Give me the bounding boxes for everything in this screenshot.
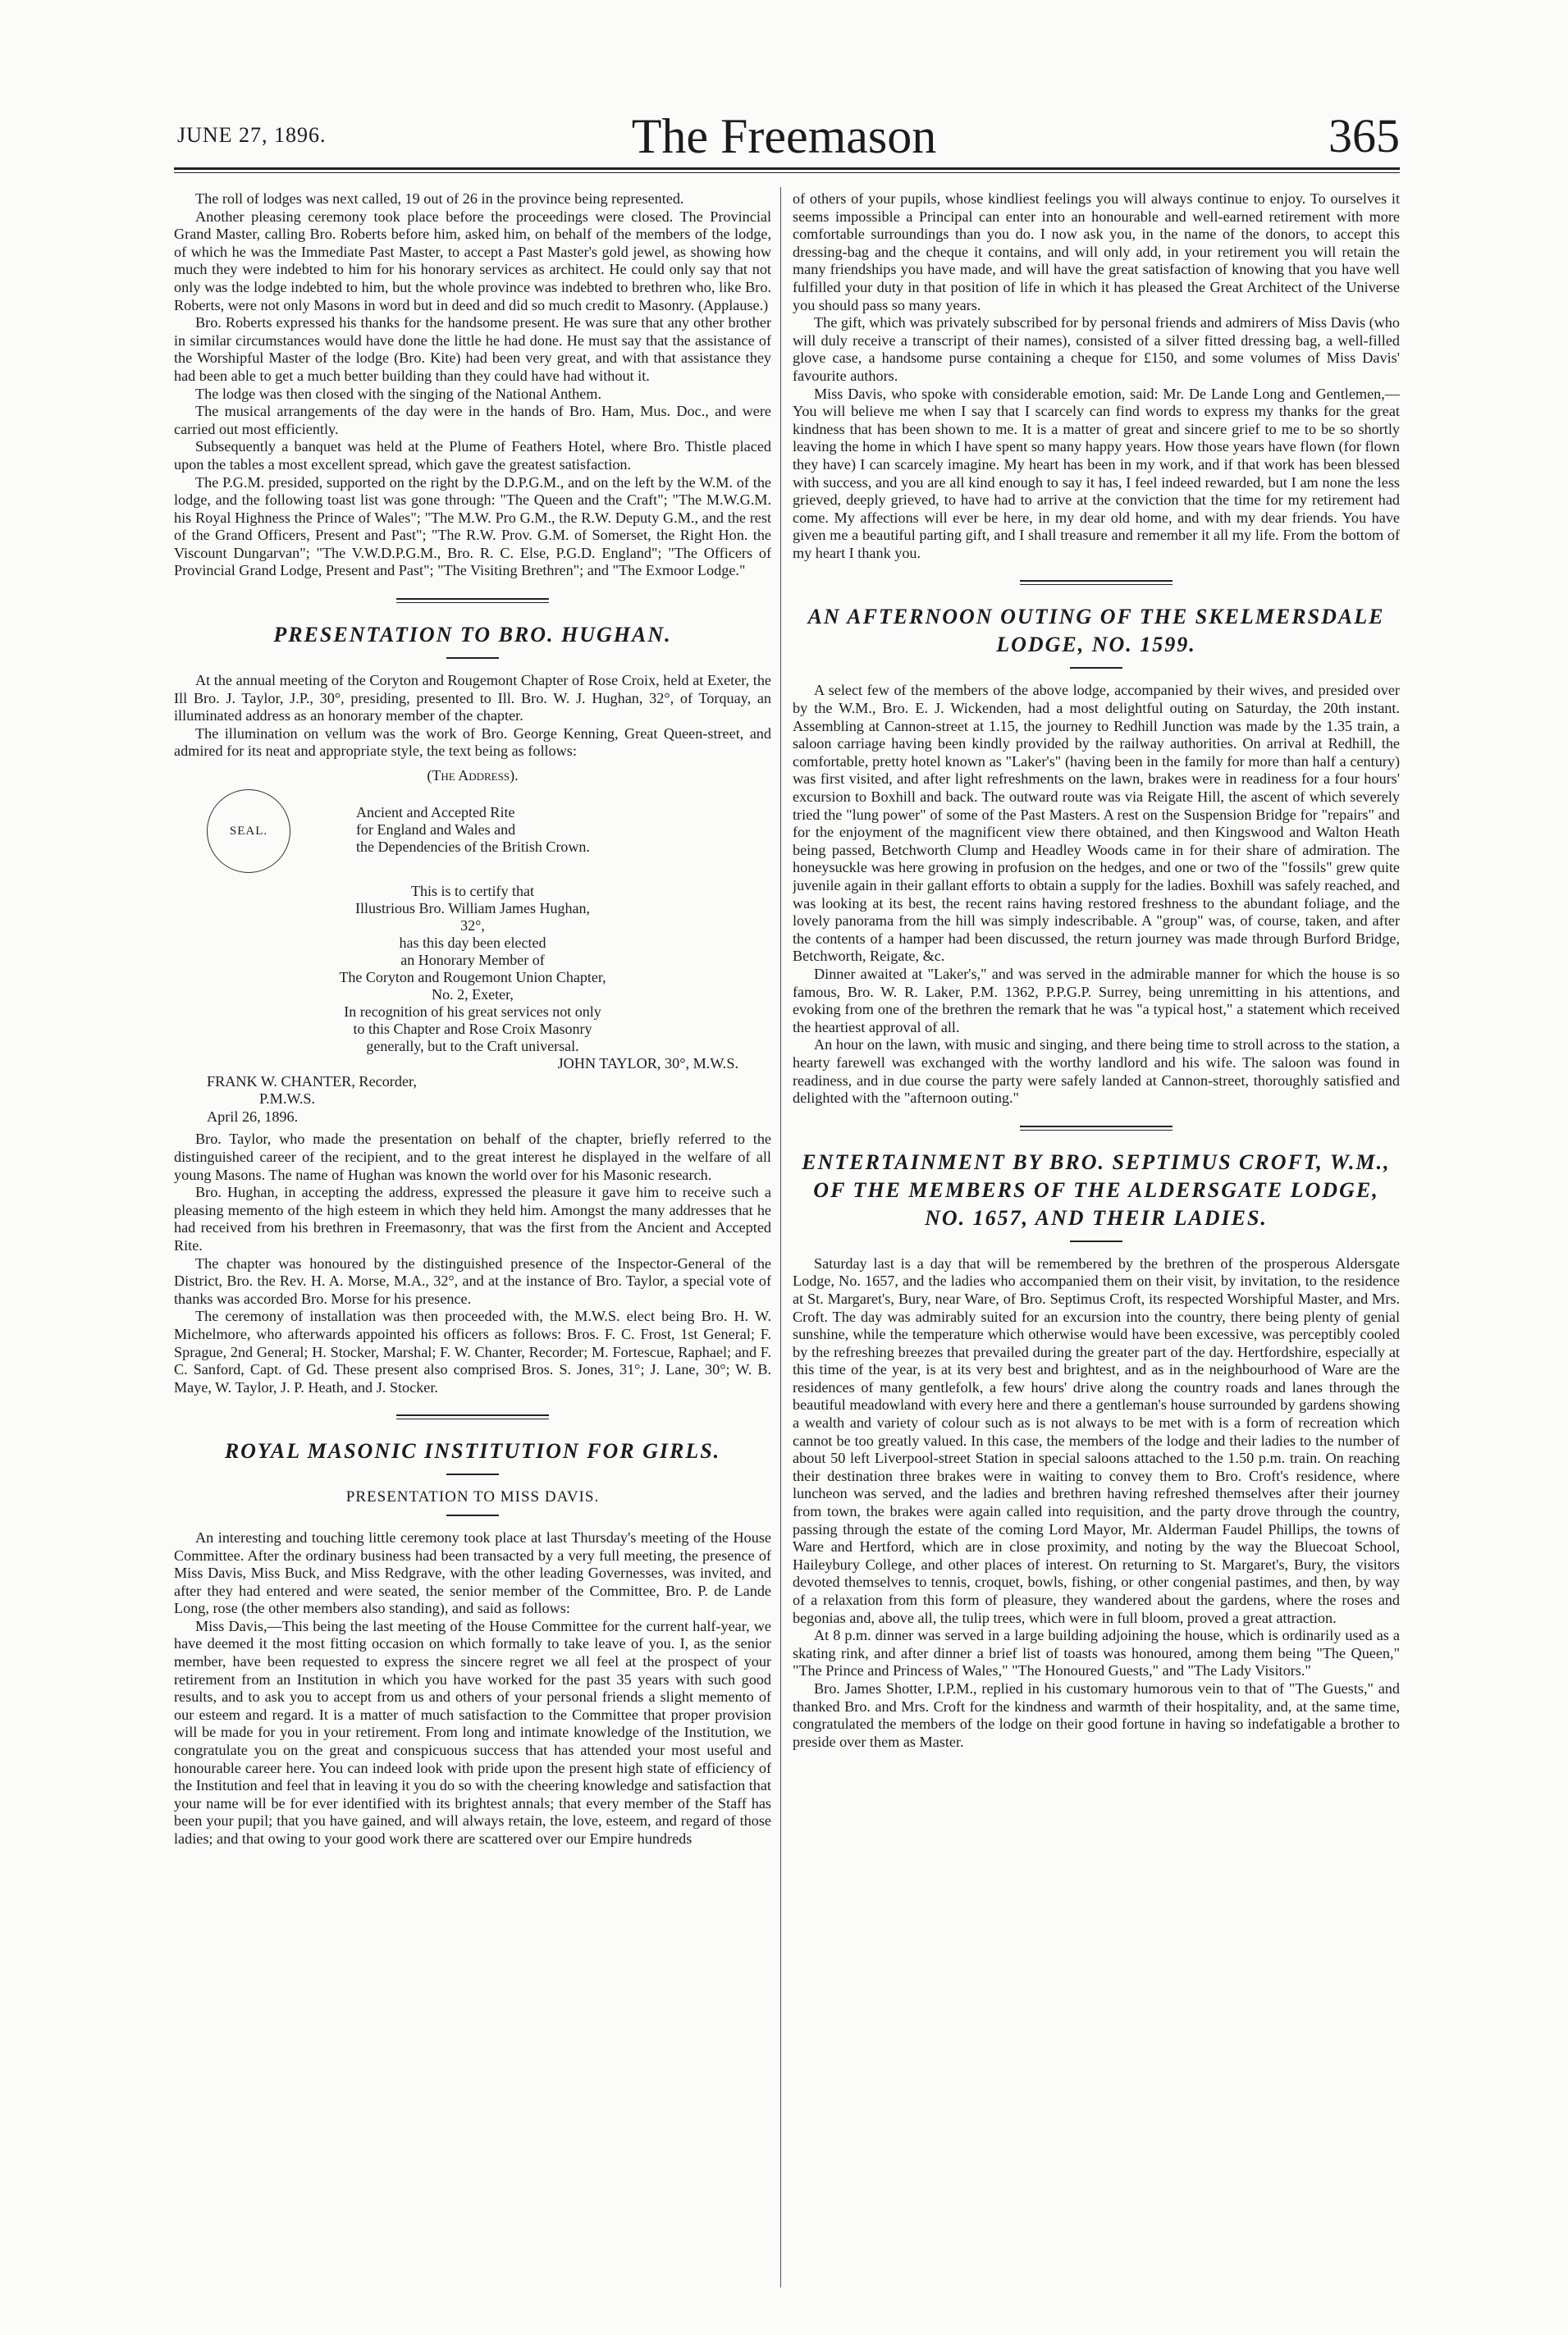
paragraph: The P.G.M. presided, supported on the right by the D.P.G.M., and on the left by the W.M. of the lodge, and the following toast list was gone through: "The Queen and the Craft"; "The M.W.G.M. his Royal Highness the Prince of Wales"; "The M.W. Pro G.M., the R.W. Deputy G.M., and the rest of the Grand Officers, Present and Past"; "The R.W. Prov. G.M. of Somerset, the Right Hon. the Viscount Dungarvan"; "The V.W.D.P.G.M., Bro. R. C. Else, P.G.D. England"; "The Officers of Provincial Grand Lodge, Present and Past"; "The Visiting Brethren"; and "The Exmoor Lodge."	[174, 473, 771, 579]
paragraph: An interesting and touching little ceremony took place at last Thursday's meeting of the House Committee. After the ordinary business had been transacted by a very full meeting, the presence of Miss Davis, Miss Buck, and Miss Redgrave, with the other leading Governesses, was invited, and after they had entered and were seated, the senior member of the Committee, Bro. P. de Lande Long, rose (the other members also standing), and said as follows:	[174, 1528, 771, 1617]
paragraph: The musical arrangements of the day were in the hands of Bro. Ham, Mus. Doc., and were carried out most efficiently.	[174, 403, 771, 437]
section-rule-thin	[396, 602, 549, 603]
masthead-title: The Freemason	[631, 109, 937, 163]
section-rule	[396, 598, 549, 600]
paragraph: Bro. Taylor, who made the presentation on behalf of the chapter, briefly referred to the distinguished career of the recipient, and to the great interest he displayed in the welfare of all young Masons. The name of Hughan was known the world over for his Masonic research.	[174, 1131, 771, 1183]
section-heading-outing: AN AFTERNOON OUTING OF THE SKELMERSDALE	[807, 605, 1385, 629]
masthead-rule	[174, 167, 1400, 170]
rite-line: the Dependencies of the British Crown.	[356, 838, 590, 856]
address-label: (The Address).	[427, 767, 519, 784]
left-column	[174, 190, 771, 2291]
signature-taylor: JOHN TAYLOR, 30°, M.W.S.	[557, 1055, 738, 1072]
paragraph: A select few of the members of the above lodge, accompanied by their wives, and presided over by the W.M., Bro. E. J. Wickenden, had a most delightful outing on Saturday, the 20th instant. Assembling at Cannon-street at 1.15, the journey to Redhill Junction was made by the 1.35 train, a saloon carriage having been kindly provided by the railway authorities. On arrival at Redhill, the comfortable, pretty hotel known as "Laker's" (having been in the family for more than half a century) was first visited, and after light refreshments on the lawn, brakes were in readiness for a four hours' excursion to Boxhill and back. The outward route was via Reigate Hill, the ascent of which severely tried the "lung power" of some of the Past Masters. A rest on the Suspension Bridge for "repairs" and for the enjoyment of the magnificent view there obtained, and then Kingswood and Walton Heath being passed, Betchworth Clump and Headley Woods came in for their share of admiration. The honeysuckle was here growing in profusion on the hedges, and one or two of the "fossils" grew quite juvenile again in their gallant efforts to obtain a supply for the ladies. Boxhill was safely reached, and was looking at its best, the recent rains having restored freshness to the abundant foliage, and the lovely panorama from the hill was simply indescribable. A "group" was, of course, taken, and after the contents of a hamper had been discussed, the return journey was made through Burford Bridge, Betchworth, Reigate, &c.	[793, 682, 1400, 965]
section-heading-croft-line2: OF THE MEMBERS OF THE ALDERSGATE LODGE,	[813, 1177, 1379, 1202]
section-rule-thin	[1020, 584, 1173, 585]
seal-block	[174, 789, 771, 875]
heading-rule	[1070, 1241, 1122, 1242]
cert-line: In recognition of his great services not only	[344, 1003, 601, 1021]
signature-chanter: FRANK W. CHANTER, Recorder,	[207, 1072, 417, 1090]
rite-line: Ancient and Accepted Rite	[356, 804, 515, 821]
paragraph: Miss Davis,—This being the last meeting of the House Committee for the current half-year, we have deemed it the most fitting occasion on which formally to take leave of you. I, as the senior member, have been requested to express the sincere regret we all feel at the prospect of your retirement from an Institution in which you have worked for the past 35 years with such good results, and to ask you to accept from us and others of your personal friends a slight memento of our esteem and regard. It is a matter of much satisfaction to the Committee that proper provision will be made for you in your retirement. From long and intimate knowledge of the Institution, we congratulate you on the great and conspicuous success that has attended your most useful and honourable career here. You can indeed look with pride upon the present high state of efficiency of the Institution and feel that in leaving it you do so with the cheering knowledge and satisfaction that your name will be for ever identified with its brightest annals; that every member of the Staff has been your pupil; that you have gained, and will always retain, the love, esteem, and regard of those ladies; and that owing to your good work there are scattered over our Empire hundreds	[174, 1617, 771, 1847]
paragraph: of others of your pupils, whose kindliest feelings you will always continue to enjoy. To ourselves it seems impossible a Principal can enter into an honourable and well-earned retirement with more comfortable surroundings than you do. I now ask you, in the name of the donors, to accept this dressing-bag and the cheque it contains, and will only add, in your retirement you will retain the many friendships you have made, and will have the great satisfaction of knowing that you have well fulfilled your duty in that position of life in which it has pleased the Great Architect of the Universe you should pass so many years.	[793, 190, 1400, 313]
subheading-presentation-davis: PRESENTATION TO MISS DAVIS.	[345, 1488, 600, 1506]
paragraph: The ceremony of installation was then proceeded with, the M.W.S. elect being Bro. H. W. Michelmore, who afterwards appointed his officers as follows: Bros. F. C. Frost, 1st General; F. Sprague, 2nd General; H. Stocker, Marshal; F. W. Chanter, Recorder; M. Fortescue, Raphael; and F. C. Sanford, Capt. of Gd. These present also comprised Bros. S. Jones, 31°; J. Lane, 30°; W. B. Maye, W. Taylor, J. P. Heath, and J. Stocker.	[174, 1308, 771, 1396]
rite-title	[356, 804, 590, 856]
signature-chanter-rank: P.M.W.S.	[259, 1090, 316, 1108]
paragraph: Subsequently a banquet was held at the Plume of Feathers Hotel, where Bro. Thistle placed upon the tables a most excellent spread, which gave the greatest satisfaction.	[174, 438, 771, 473]
heading-rule	[446, 1474, 499, 1475]
paragraph: Bro. James Shotter, I.P.M., replied in his customary humorous vein to that of "The Guests," and thanked Bro. and Mrs. Croft for the kindness and warmth of their hospitality, and, at the same time, congratulated the members of the lodge on their good fortune in having so indefatigable a brother to preside over them as Master.	[793, 1679, 1400, 1750]
paragraph: Another pleasing ceremony took place before the proceedings were closed. The Provincial Grand Master, calling Bro. Roberts before him, asked him, on behalf of the members of the lodge, of which he was the Immediate Past Master, to accept a Past Master's gold jewel, as showing how much they were indebted to him for his honorary services as architect. He could only say that not only was the lodge indebted to him, but the whole province was indebted to brethren who, like Bro. Roberts, were not only Masons in word but in deed and did so much credit to Masonry. (Applause.)	[174, 208, 771, 313]
heading-rule	[1070, 667, 1122, 669]
section-heading-royal-masonic: ROYAL MASONIC INSTITUTION FOR GIRLS.	[224, 1439, 721, 1464]
paragraph: Miss Davis, who spoke with considerable emotion, said: Mr. De Lande Long and Gentlemen,—You will believe me when I say that I scarcely can find words to express my thanks for the great kindness that has been shown to me. It is a matter of great and sincere grief to me to be so shortly leaving the home in which I have spent so many happy years. How those years have flown (for flown they have) I can scarcely imagine. My heart has been in my work, and if that work has been blessed with success, and you are all kind enough to say it has, I feel indeed rewarded, but I am none the less grieved, deeply grieved, to have had to arrive at the conviction that the time for my retirement had come. My affections will ever be here, in my dear old home, and with my dear friends. You have given me a beautiful parting gift, and I shall treasure and remember it all my life. From the bottom of my heart I thank you.	[793, 385, 1400, 561]
section-rule	[1020, 580, 1173, 582]
paragraph: At the annual meeting of the Coryton and Rougemont Chapter of Rose Croix, held at Exeter, the Ill Bro. J. Taylor, J.P., 30°, presiding, presented to Ill. Bro. W. J. Hughan, 32°, of Torquay, an illuminated address as an honorary member of the chapter.	[174, 672, 771, 724]
paragraph: The roll of lodges was next called, 19 out of 26 in the province being represented.	[195, 190, 684, 207]
paragraph: Saturday last is a day that will be remembered by the brethren of the prosperous Aldersgate Lodge, No. 1657, and the ladies who accompanied them on their visit, by invitation, to the residence at St. Margaret's, Bury, near Ware, of Bro. Septimus Croft, its respected Worshipful Master, and Mrs. Croft. The day was admirably suited for an excursion into the country, there being plenty of genial sunshine, while the temperature which otherwise would have been excessive, was perceptibly cooled by the refreshing breezes that prevailed during the greater part of the day. Hertfordshire, especially at this time of the year, is at its very best and brightest, and as in the neighbourhood of Ware are the residences of many gentlefolk, a few hours' drive along the country roads and lanes through the beautiful meadowland with every here and there a gentleman's house surrounded by gardens showing a wealth and variety of colour such as is not always to be met with is a form of recreation which cannot be too greatly valued. In this case, the members of the lodge and their ladies to the number of about 50 left Liverpool-street Station in special saloons attached to the 1.50 p.m. train. On reaching their destination three brakes were in waiting to convey them to Bro. Croft's residence, where luncheon was served, and the ladies and brethren having refreshed themselves after their journey from town, the brakes were again called into requisition, and the party drove through the country, passing through the estate of the coming Lord Mayor, Mr. Alderman Faudel Phillips, the towns of Ware and Hertford, which are in close proximity, and noting by the way the Bluecoat School, Haileybury College, and other places of interest. On returning to St. Margaret's, Bury, the visitors devoted themselves to tennis, croquet, bowls, fishing, or other congenial pastimes, and then, by way of a relaxation from this form of pleasure, they wandered about the gardens, where the roses and begonias and, above all, the tulip trees, which were in full bloom, proved a great attraction.	[793, 1254, 1400, 1626]
paragraph: The chapter was honoured by the distinguished presence of the Inspector-General of the District, Bro. the Rev. H. A. Morse, M.A., 32°, and at the instance of Bro. Taylor, a special vote of thanks was accorded Bro. Morse for his presence.	[174, 1254, 771, 1307]
cert-line: The Coryton and Rougemont Union Chapter,	[339, 969, 606, 986]
page-number: 365	[1328, 109, 1400, 162]
cert-line: has this day been elected	[399, 934, 546, 952]
paragraph: An hour on the lawn, with music and singing, and there being time to stroll across to the station, a hearty farewell was exchanged with the worthy landlord and his wife. The saloon was found in readiness, and in due course the party were safely landed at Cannon-street, thoroughly satisfied and delighted with the "afternoon outing."	[793, 1036, 1400, 1107]
certificate-text	[174, 883, 771, 1055]
cert-line: generally, but to the Craft universal.	[366, 1038, 579, 1055]
cert-line: Illustrious Bro. William James Hughan,	[355, 900, 590, 917]
right-column	[793, 190, 1400, 2291]
section-heading-outing-line2: LODGE, NO. 1599.	[996, 633, 1196, 657]
paragraph: The lodge was then closed with the singing of the National Anthem.	[195, 385, 602, 402]
seal-circle	[207, 789, 290, 873]
paragraph: At 8 p.m. dinner was served in a large building adjoining the house, which is ordinarily used as a skating rink, and after dinner a brief list of toasts was honoured, among them being "The Queen," "The Prince and Princess of Wales," "The Honoured Guests," and "The Lady Visitors."	[793, 1627, 1400, 1679]
column-divider	[780, 187, 781, 2287]
seal-label: SEAL.	[229, 825, 268, 838]
section-heading-croft: ENTERTAINMENT BY BRO. SEPTIMUS CROFT, W.M.,	[802, 1149, 1391, 1174]
masthead-rule-thin	[174, 172, 1400, 173]
paragraph: Bro. Roberts expressed his thanks for the handsome present. He was sure that any other brother in similar circumstances would have done the little he had done. He must say that the assistance of the Worshipful Master of the lodge (Bro. Kite) had been very great, and with that assistance they had been able to get a much better building than they could have had without it.	[174, 314, 771, 384]
cert-line: No. 2, Exeter,	[432, 986, 514, 1003]
cert-line: an Honorary Member of	[400, 952, 545, 969]
paragraph: Dinner awaited at "Laker's," and was served in the admirable manner for which the house is so famous, Bro. W. R. Laker, P.M. 1362, P.P.G.P. Surrey, being unremitting in his attentions, and evoking from one of the brethren the remark that he was "a typical host," a statement which received the heartiest approval of all.	[793, 965, 1400, 1035]
address-date: April 26, 1896.	[207, 1108, 299, 1125]
heading-rule	[446, 1515, 499, 1516]
section-rule	[396, 1414, 549, 1416]
paragraph: The illumination on vellum was the work of Bro. George Kenning, Great Queen-street, and admired for its neat and appropriate style, the text being as follows:	[174, 724, 771, 760]
section-heading-croft-line3: NO. 1657, AND THEIR LADIES.	[925, 1205, 1268, 1230]
paragraph: Bro. Hughan, in accepting the address, expressed the pleasure it gave him to receive such a pleasing memento of the high esteem in which they held him. Amongst the many addresses that he had received from his brethren in Freemasonry, that was the first from the Ancient and Accepted Rite.	[174, 1184, 771, 1254]
cert-line: This is to certify that	[411, 883, 534, 900]
cert-line: 32°,	[460, 917, 485, 934]
section-heading-presentation: PRESENTATION TO BRO. HUGHAN.	[273, 623, 672, 647]
section-rule-thin	[1020, 1130, 1173, 1131]
cert-line: to this Chapter and Rose Croix Masonry	[353, 1021, 592, 1038]
heading-rule	[446, 657, 499, 659]
section-rule	[1020, 1126, 1173, 1127]
paragraph: The gift, which was privately subscribed for by personal friends and admirers of Miss Davis (who will duly receive a transcript of their names), consisted of a silver fitted dressing bag, a well-filled glove case, a handsome purse containing a cheque for £150, and some volumes of Miss Davis' favourite authors.	[793, 314, 1400, 384]
issue-date: JUNE 27, 1896.	[177, 123, 327, 147]
rite-line: for England and Wales and	[356, 821, 516, 838]
